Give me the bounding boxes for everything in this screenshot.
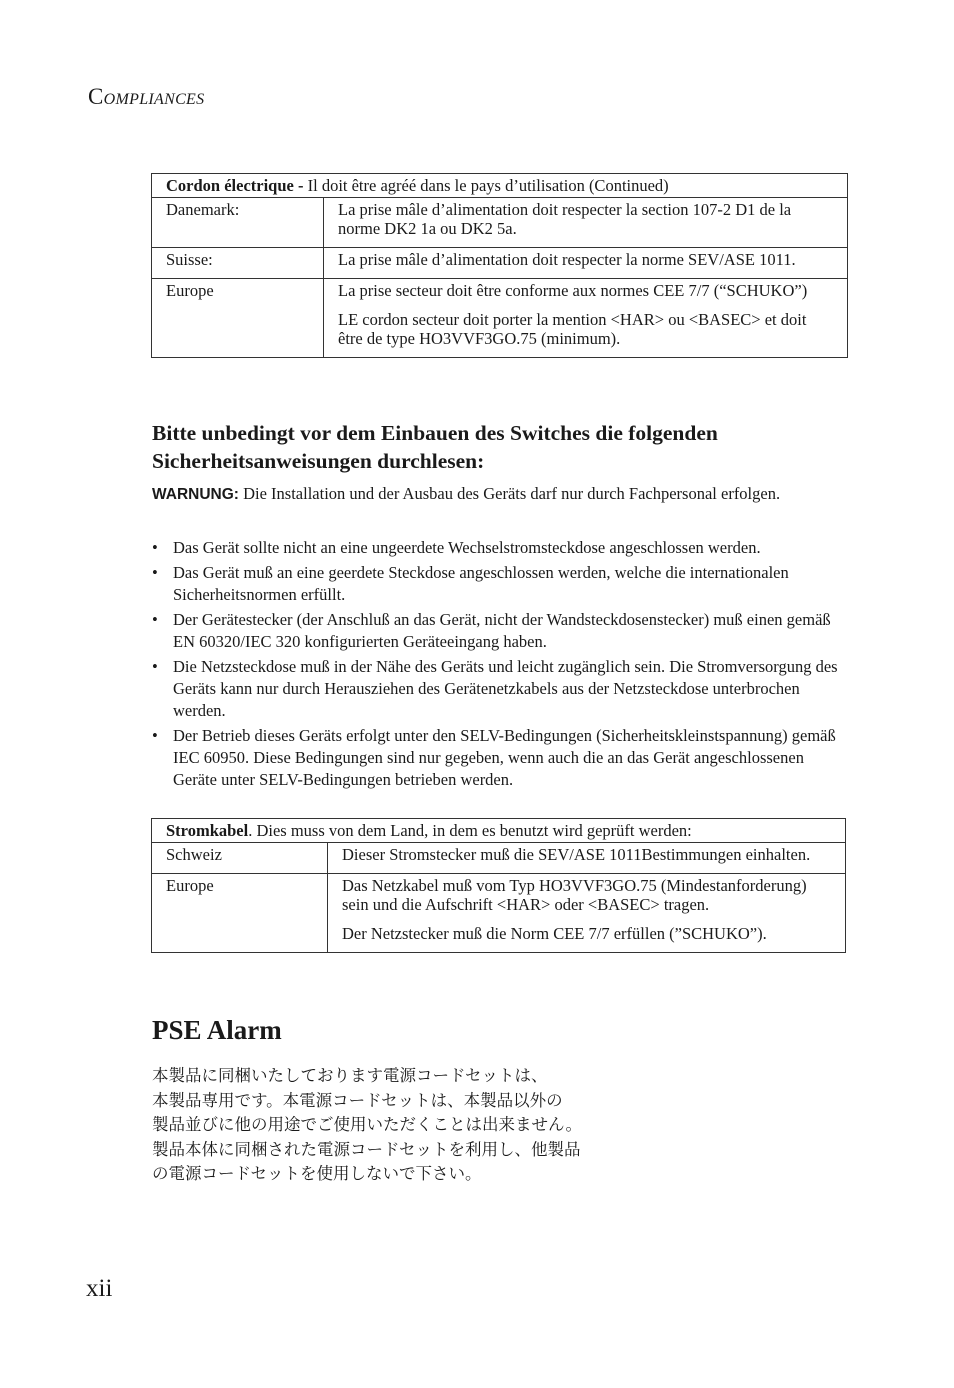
requirement-cell: La prise mâle d’alimentation doit respecter la section 107-2 D1 de la norme DK2 1a ou DK2 5a. [324, 198, 848, 248]
requirement-cell: La prise secteur doit être conforme aux normes CEE 7/7 (“SCHUKO”) LE cordon secteur doit porter la mention <HAR> ou <BASEC> et doit être de type HO3VVF3GO.75 (minimum). [324, 279, 848, 358]
pse-alarm-heading: PSE Alarm [152, 1015, 282, 1045]
table-row [152, 198, 848, 248]
list-item: • Das Gerät sollte nicht an eine ungeerdete Wechselstromsteckdose angeschlossen werden. [152, 538, 761, 557]
notice-line: 製品本体に同梱された電源コードセットを利用し、他製品 [152, 1139, 581, 1159]
bullet-marker: • [152, 538, 158, 557]
country-cell: Danemark: [152, 198, 324, 248]
notice-line: 本製品に同梱いたしております電源コードセットは、 [152, 1066, 548, 1085]
country-cell: Europe [152, 279, 324, 358]
list-item: • Der Gerätestecker (der Anschluß an das Gerät, nicht der Wandsteckdosenstecker) muß einen gemäß EN 60320/IEC 320 konfigurierten Geräteeingang haben. [152, 610, 831, 651]
requirement-cell: La prise mâle d’alimentation doit respecter la norme SEV/ASE 1011. [324, 248, 848, 279]
notice-line: 本製品専用です。本電源コードセットは、本製品以外の [152, 1090, 563, 1110]
table-header: Cordon électrique - Il doit être agréé dans le pays d’utilisation (Continued) [152, 174, 848, 198]
power-cord-table-german [151, 818, 846, 953]
running-header-initial: C [88, 84, 104, 109]
requirement-cell: Das Netzkabel muß vom Typ HO3VVF3GO.75 (Mindestanforderung) sein und die Aufschrift <HAR> oder <BASEC> tragen. Der Netzstecker muß die Norm CEE 7/7 erfüllen (”SCHUKO”). [328, 874, 846, 953]
table-row [152, 248, 848, 279]
running-header-rest: OMPLIANCES [103, 91, 205, 108]
notice-line: の電源コードセットを使用しないで下さい。 [152, 1164, 482, 1183]
table-row [152, 279, 848, 358]
warning-label: WARNUNG: [152, 486, 239, 503]
bullet-marker: • [152, 563, 158, 582]
table-row [152, 843, 846, 874]
bullet-marker: • [152, 657, 158, 676]
bullet-marker: • [152, 610, 158, 629]
country-cell: Suisse: [152, 248, 324, 279]
warning-paragraph [152, 481, 842, 507]
safety-bullet-list [152, 537, 852, 794]
table-row [152, 874, 846, 953]
german-safety-heading: Bitte unbedingt vor dem Einbauen des Switches die folgenden Sicherheitsanweisungen durchlesen: [152, 421, 718, 473]
table-header: Stromkabel. Dies muss von dem Land, in dem es benutzt wird geprüft werden: [152, 819, 846, 843]
page-number: xii [86, 1275, 113, 1302]
country-cell: Europe [152, 874, 328, 953]
pse-japanese-notice [152, 1064, 692, 1187]
bullet-marker: • [152, 726, 158, 745]
country-cell: Schweiz [152, 843, 328, 874]
notice-line: 製品並びに他の用途でご使用いただくことは出来ません。 [152, 1115, 582, 1134]
requirement-cell: Dieser Stromstecker muß die SEV/ASE 1011Bestimmungen einhalten. [328, 843, 846, 874]
list-item: • Der Betrieb dieses Geräts erfolgt unter den SELV-Bedingungen (Sicherheitskleinstspannung) gemäß IEC 60950. Diese Bedingungen sind nur gegeben, wenn auch die an das Gerät angeschlossenen Geräte unter SELV-Bedingungen betrieben werden. [152, 726, 836, 789]
warning-text: Die Installation und der Ausbau des Geräts darf nur durch Fachpersonal erfolgen. [238, 484, 781, 503]
list-item: • Die Netzsteckdose muß in der Nähe des Geräts und leicht zugänglich sein. Die Stromversorgung des Geräts kann nur durch Herausziehen des Gerätenetzkabels aus der Netzsteckdose unterbrochen werden. [152, 657, 838, 720]
power-cord-table-french [151, 173, 848, 358]
running-header [88, 84, 204, 110]
list-item: • Das Gerät muß an eine geerdete Steckdose angeschlossen werden, welche die internationalen Sicherheitsnormen erfüllt. [152, 563, 789, 604]
